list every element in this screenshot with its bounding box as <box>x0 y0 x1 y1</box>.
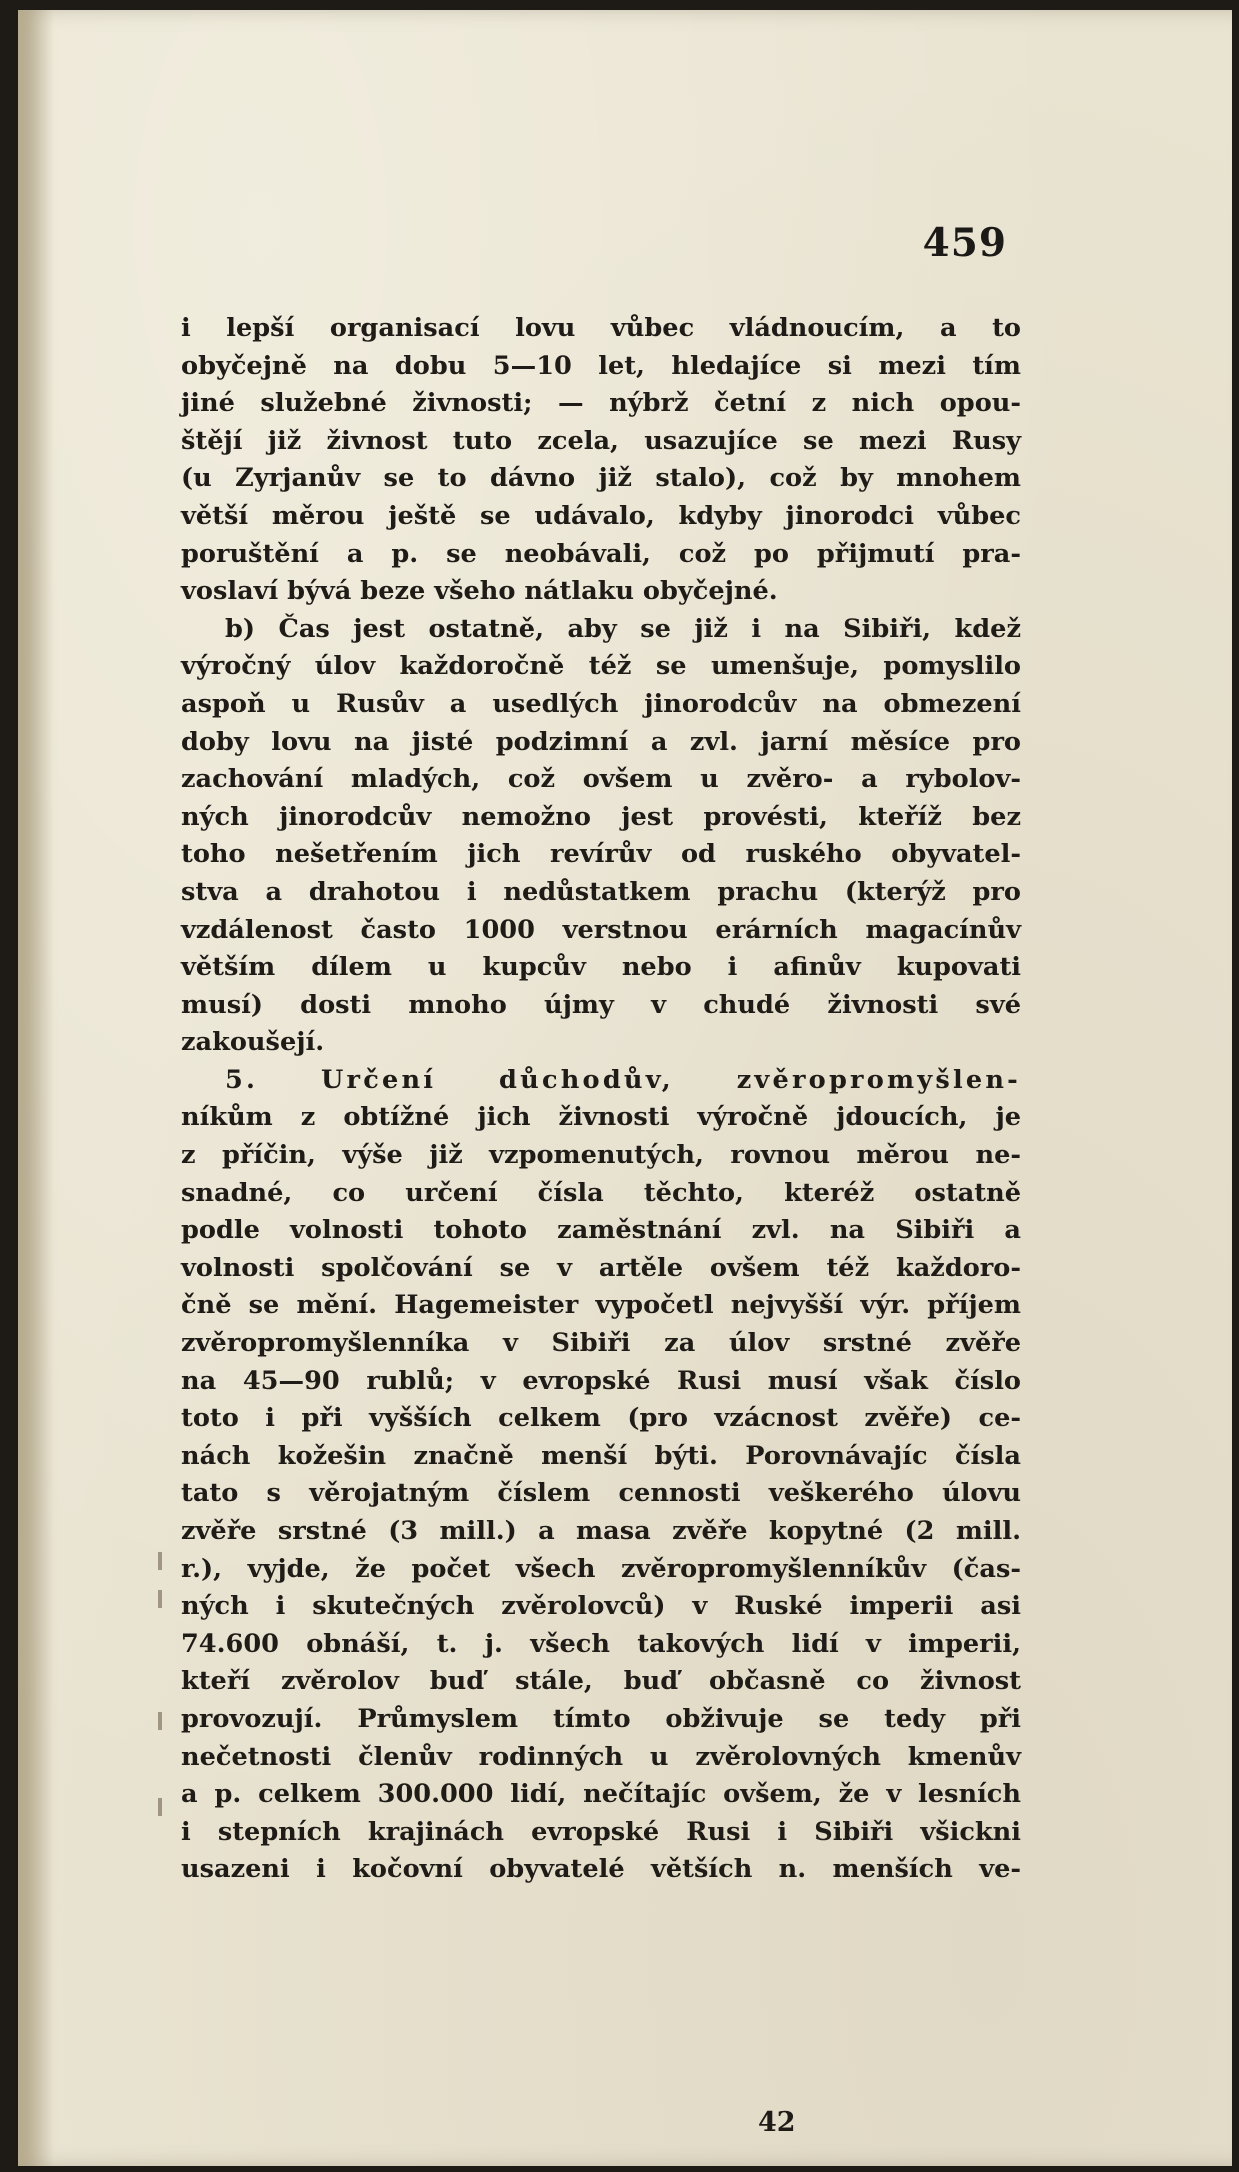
margin-mark <box>158 1798 162 1816</box>
text-line: i stepních krajinách evropské Rusi i Sibiři všickni <box>181 1816 1021 1847</box>
text-line: větší měrou ještě se udávalo, kdyby jinorodci vůbec <box>181 500 1021 531</box>
margin-mark <box>158 1712 162 1730</box>
text-line: a p. celkem 300.000 lidí, nečítajíc ovšem, že v lesních <box>181 1779 1021 1810</box>
text-line: zakoušejí. <box>181 1027 325 1058</box>
text-line: výročný úlov každoročně též se umenšuje, pomyslilo <box>181 651 1021 682</box>
text-line: obyčejně na dobu 5—10 let, hledajíce si mezi tím <box>181 350 1021 381</box>
text-line: provozují. Průmyslem tímto obživuje se tedy při <box>181 1703 1021 1734</box>
text-line: vzdálenost často 1000 verstnou erárních magacínův <box>181 914 1021 945</box>
text-line: usazeni i kočovní obyvatelé větších n. menších ve- <box>181 1854 1021 1885</box>
text-line: stva a drahotou i nedůstatkem prachu (kterýž pro <box>181 876 1021 907</box>
text-line: nečetnosti členův rodinných u zvěrolovných kmenův <box>181 1741 1021 1772</box>
text-line: na 45—90 rublů; v evropské Rusi musí však číslo <box>181 1365 1021 1396</box>
text-line: snadné, co určení čísla těchto, kteréž ostatně <box>181 1177 1021 1208</box>
page-gutter-shadow <box>18 10 54 2166</box>
text-line: zachování mladých, což ovšem u zvěro- a rybolov- <box>181 764 1021 795</box>
text-line: 74.600 obnáší, t. j. všech takových lidí v imperii, <box>181 1628 1021 1659</box>
printer-signature-mark: 42 <box>758 2107 796 2138</box>
text-line: tato s věrojatným číslem cennosti veškerého úlovu <box>181 1478 1021 1509</box>
margin-mark <box>158 1590 162 1608</box>
book-page <box>18 10 1232 2166</box>
text-line: štějí již živnost tuto zcela, usazujíce se mezi Rusy <box>181 425 1021 456</box>
text-line: poruštění a p. se neobávali, což po přijmutí pra- <box>181 538 1021 569</box>
text-line: jiné služebné živnosti; — nýbrž četní z nich opou- <box>181 388 1021 419</box>
text-line: aspoň u Rusův a usedlých jinorodcův na obmezení <box>181 688 1021 719</box>
text-line: r.), vyjde, že počet všech zvěropromyšlenníkův (čas- <box>181 1553 1021 1584</box>
text-line: voslaví bývá beze všeho nátlaku obyčejné. <box>181 576 778 607</box>
text-line: ných i skutečných zvěrolovců) v Ruské imperii asi <box>181 1591 1021 1622</box>
text-line: čně se mění. Hagemeister vypočetl nejvyšší výr. příjem <box>181 1290 1021 1321</box>
text-line: nách kožešin značně menší býti. Porovnávajíc čísla <box>181 1440 1021 1471</box>
body-text <box>181 310 1021 1889</box>
page-number: 459 <box>922 220 1007 266</box>
text-line: z příčin, výše již vzpomenutých, rovnou měrou ne- <box>181 1140 1021 1171</box>
text-line: b) Čas jest ostatně, aby se již i na Sibiři, kdež <box>225 613 1021 644</box>
margin-mark <box>158 1552 162 1570</box>
text-line: musí) dosti mnoho újmy v chudé živnosti své <box>181 989 1021 1020</box>
text-line: i lepší organisací lovu vůbec vládnoucím, a to <box>181 313 1021 343</box>
text-line: větším dílem u kupcův nebo i afinův kupovati <box>181 952 1021 983</box>
text-line: (u Zyrjanův se to dávno již stalo), což by mnohem <box>181 463 1021 494</box>
text-line: zvěropromyšlenníka v Sibiři za úlov srstné zvěře <box>181 1328 1021 1359</box>
text-line: kteří zvěrolov buď stále, buď občasně co živnost <box>181 1666 1021 1697</box>
text-line: ných jinorodcův nemožno jest provésti, kteříž bez <box>181 801 1021 832</box>
text-line: toho nešetřením jich revírův od ruského obyvatel- <box>181 839 1021 870</box>
text-line: 5. Určení důchodův, zvěropromyšlen- <box>225 1064 1021 1095</box>
text-line: volnosti spolčování se v artěle ovšem též každoro- <box>181 1252 1021 1283</box>
text-line: zvěře srstné (3 mill.) a masa zvěře kopytné (2 mill. <box>181 1516 1021 1546</box>
text-line: podle volnosti tohoto zaměstnání zvl. na Sibiři a <box>181 1215 1021 1246</box>
text-line: toto i při vyšších celkem (pro vzácnost zvěře) ce- <box>181 1403 1021 1434</box>
text-line: níkům z obtížné jich živnosti výročně jdoucích, je <box>181 1102 1021 1133</box>
text-line: doby lovu na jisté podzimní a zvl. jarní měsíce pro <box>181 726 1021 757</box>
